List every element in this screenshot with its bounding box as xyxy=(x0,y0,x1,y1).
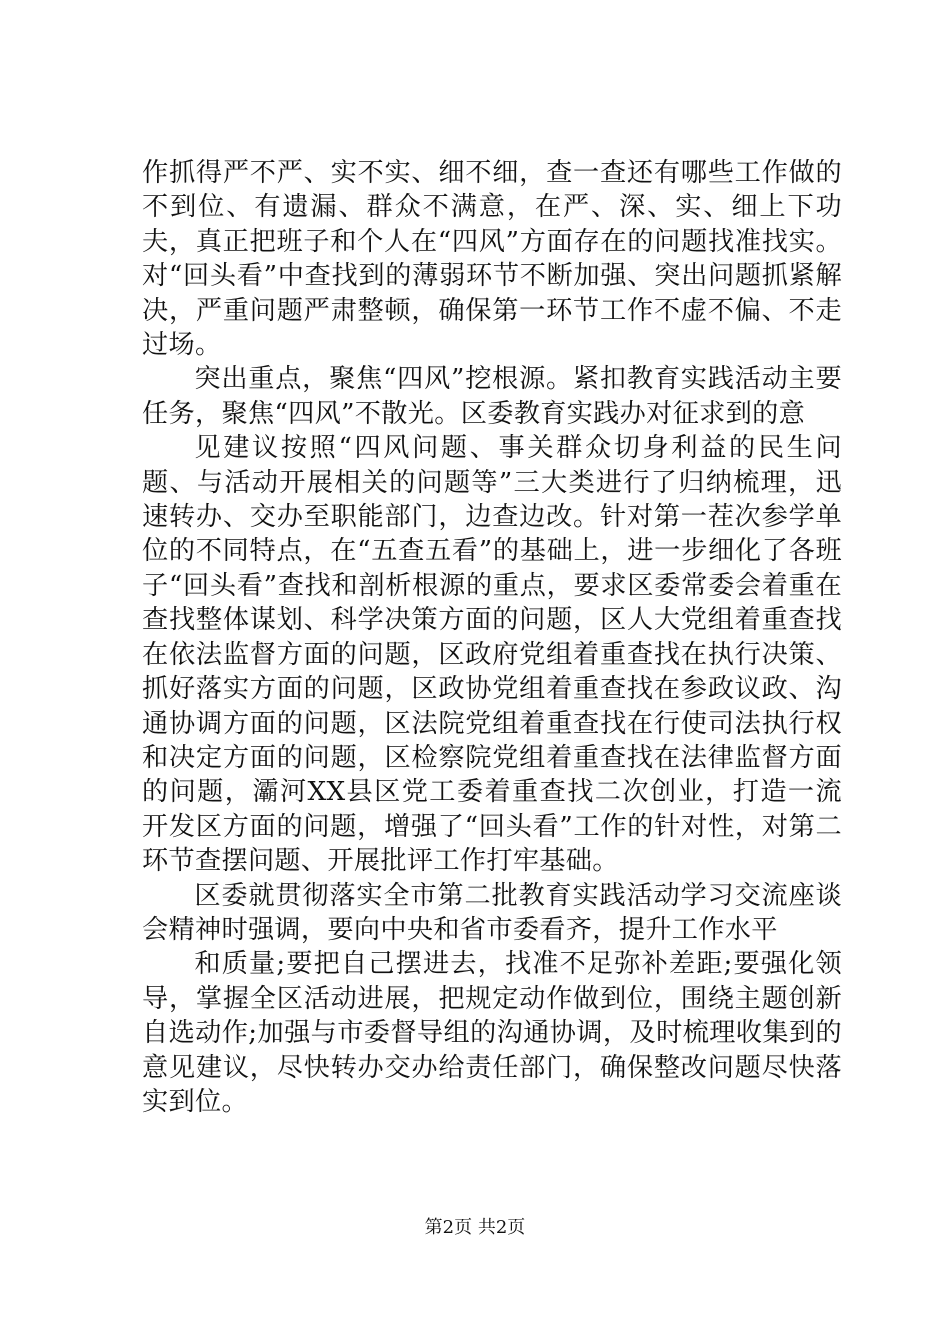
paragraph-1: 作抓得严不严、实不实、细不细，查一查还有哪些工作做的不到位、有遗漏、群众不满意，在严、深、实、细上下功夫，真正把班子和个人在“四风”方面存在的问题找准找实。对“回头看”中查找到的薄弱环节不断加强、突出问题抓紧解决，严重问题严肃整顿，确保第一环节工作不虚不偏、不走过场。 xyxy=(142,158,842,361)
paragraph-5: 和质量;要把自己摆进去，找准不足弥补差距;要强化领导，掌握全区活动进展，把规定动作做到位，围绕主题创新自选动作;加强与市委督导组的沟通协调，及时梳理收集到的意见建议，尽快转办交办给责任部门，确保整改问题尽快落实到位。 xyxy=(142,949,842,1117)
paragraph-2: 突出重点，聚焦“四风”挖根源。紧扣教育实践活动主要任务，聚焦“四风”不散光。区委教育实践办对征求到的意 xyxy=(142,364,842,429)
page-number-footer: 第2页 共2页 xyxy=(424,1217,526,1238)
paragraph-4: 区委就贯彻落实全市第二批教育实践活动学习交流座谈会精神时强调，要向中央和省市委看齐，提升工作水平 xyxy=(142,880,842,945)
document-body xyxy=(142,156,842,1119)
paragraph-3: 见建议按照“四风问题、事关群众切身利益的民生问题、与活动开展相关的问题等”三大类进行了归纳梳理，迅速转办、交办至职能部门，边查边改。针对第一茬次参学单位的不同特点，在“五查五看”的基础上，进一步细化了各班子“回头看”查找和剖析根源的重点，要求区委常委会着重在查找整体谋划、科学决策方面的问题，区人大党组着重查找在依法监督方面的问题，区政府党组着重查找在执行决策、抓好落实方面的问题，区政协党组着重查找在参政议政、沟通协调方面的问题，区法院党组着重查找在行使司法执行权和决定方面的问题，区检察院党组着重查找在法律监督方面的问题，灞河XX县区党工委着重查找二次创业，打造一流开发区方面的问题，增强了“回头看”工作的针对性，对第二环节查摆问题、开展批评工作打牢基础。 xyxy=(142,433,842,877)
